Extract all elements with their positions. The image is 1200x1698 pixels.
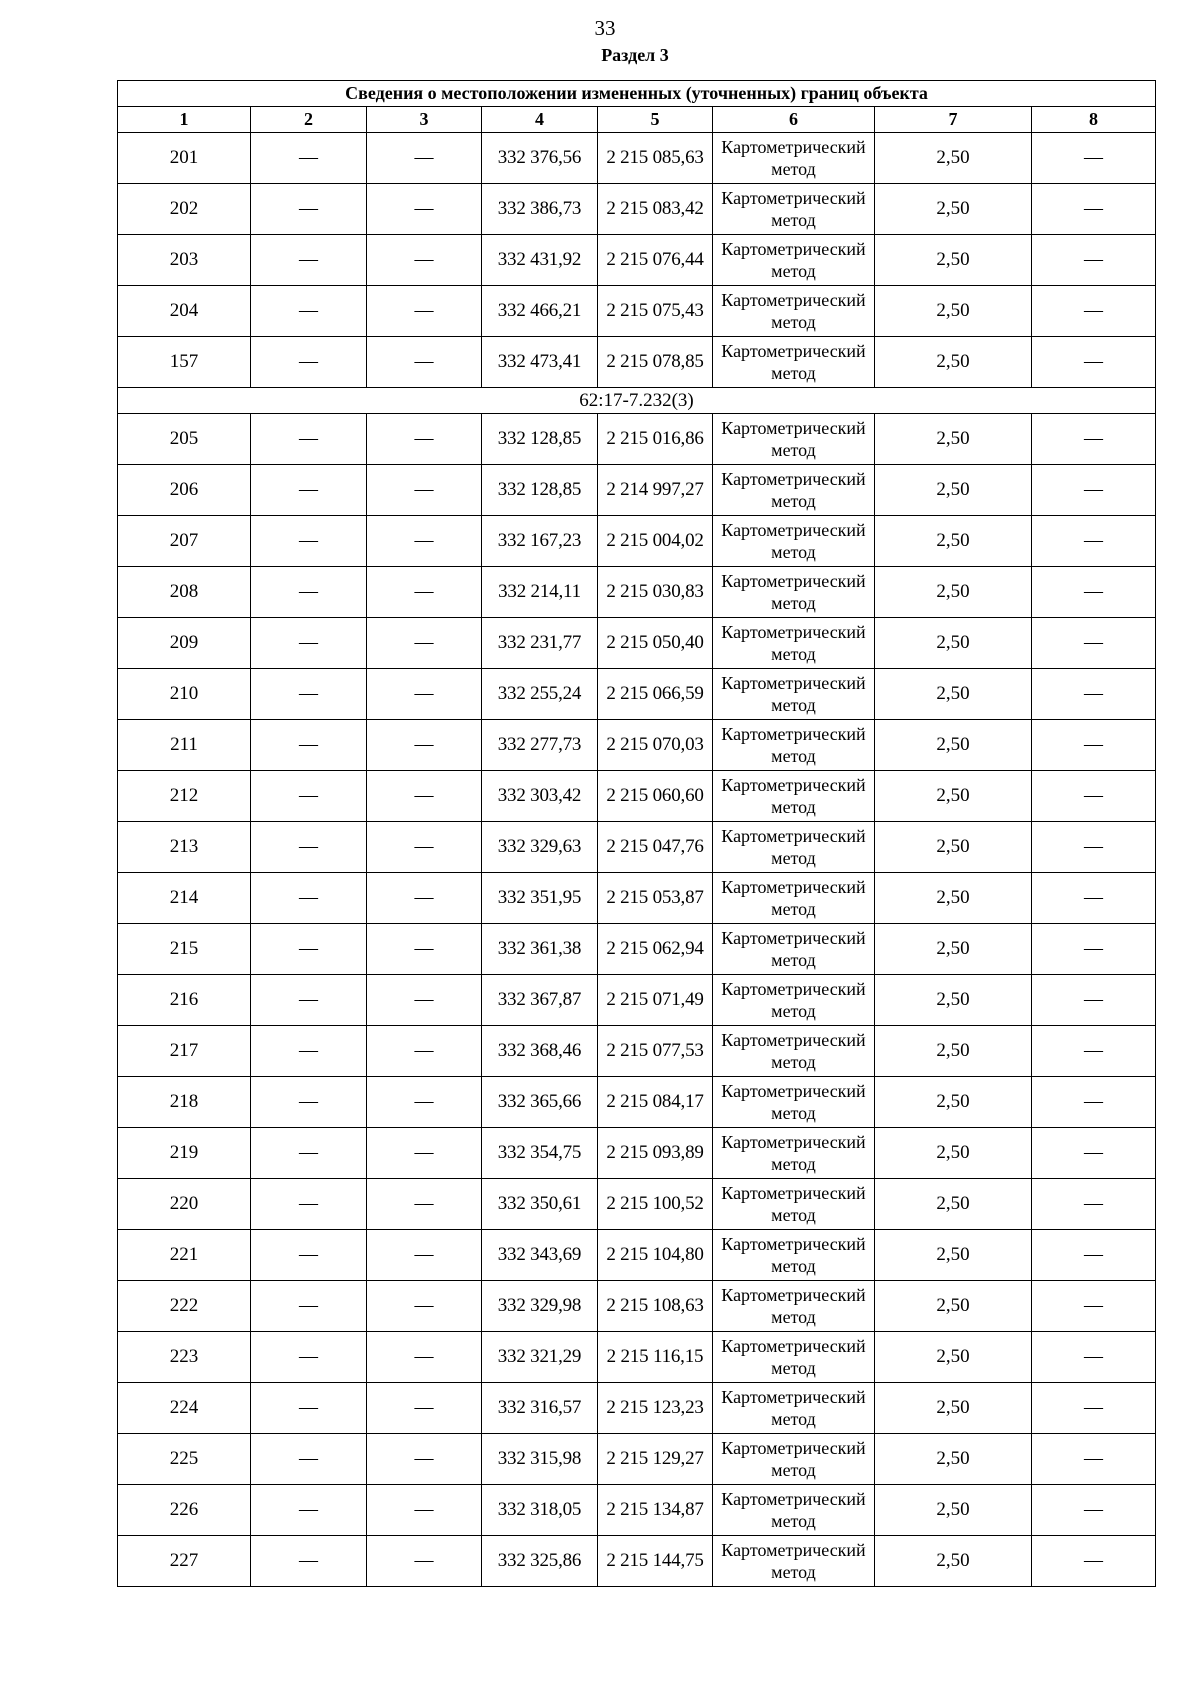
col3-cell: — <box>367 1230 482 1281</box>
method-cell: Картометрический метод <box>713 516 875 567</box>
method-cell: Картометрический метод <box>713 1077 875 1128</box>
col3-cell: — <box>367 669 482 720</box>
col2-cell: — <box>251 184 367 235</box>
x-coordinate-cell: 332 365,66 <box>482 1077 598 1128</box>
col8-cell: — <box>1032 618 1156 669</box>
table-row <box>118 133 1156 184</box>
col3-cell: — <box>367 1281 482 1332</box>
table-title-row <box>118 81 1156 107</box>
y-coordinate-cell: 2 215 030,83 <box>598 567 713 618</box>
column-number: 2 <box>251 107 367 133</box>
col2-cell: — <box>251 567 367 618</box>
col2-cell: — <box>251 1077 367 1128</box>
col2-cell: — <box>251 1383 367 1434</box>
col3-cell: — <box>367 133 482 184</box>
point-number-cell: 208 <box>118 567 251 618</box>
table-row <box>118 1077 1156 1128</box>
x-coordinate-cell: 332 329,98 <box>482 1281 598 1332</box>
col8-cell: — <box>1032 337 1156 388</box>
method-cell: Картометрический метод <box>713 1536 875 1587</box>
accuracy-cell: 2,50 <box>875 133 1032 184</box>
y-coordinate-cell: 2 215 004,02 <box>598 516 713 567</box>
col3-cell: — <box>367 1179 482 1230</box>
col2-cell: — <box>251 771 367 822</box>
method-cell: Картометрический метод <box>713 975 875 1026</box>
x-coordinate-cell: 332 351,95 <box>482 873 598 924</box>
method-cell: Картометрический метод <box>713 1485 875 1536</box>
column-number: 1 <box>118 107 251 133</box>
table-row <box>118 1485 1156 1536</box>
y-coordinate-cell: 2 215 050,40 <box>598 618 713 669</box>
col2-cell: — <box>251 1434 367 1485</box>
col2-cell: — <box>251 924 367 975</box>
point-number-cell: 202 <box>118 184 251 235</box>
col8-cell: — <box>1032 1077 1156 1128</box>
col3-cell: — <box>367 516 482 567</box>
col3-cell: — <box>367 720 482 771</box>
table-body <box>118 133 1156 1587</box>
method-cell: Картометрический метод <box>713 1179 875 1230</box>
col8-cell: — <box>1032 822 1156 873</box>
col8-cell: — <box>1032 771 1156 822</box>
col2-cell: — <box>251 1026 367 1077</box>
col2-cell: — <box>251 414 367 465</box>
table-title: Сведения о местоположении измененных (уточненных) границ объекта <box>118 81 1156 107</box>
table-row <box>118 1128 1156 1179</box>
boundary-coordinates-table <box>117 80 1156 1587</box>
col8-cell: — <box>1032 1536 1156 1587</box>
x-coordinate-cell: 332 128,85 <box>482 414 598 465</box>
accuracy-cell: 2,50 <box>875 822 1032 873</box>
point-number-cell: 206 <box>118 465 251 516</box>
col2-cell: — <box>251 873 367 924</box>
y-coordinate-cell: 2 215 070,03 <box>598 720 713 771</box>
col8-cell: — <box>1032 1434 1156 1485</box>
y-coordinate-cell: 2 215 084,17 <box>598 1077 713 1128</box>
point-number-cell: 212 <box>118 771 251 822</box>
col8-cell: — <box>1032 516 1156 567</box>
y-coordinate-cell: 2 215 104,80 <box>598 1230 713 1281</box>
col8-cell: — <box>1032 720 1156 771</box>
col3-cell: — <box>367 567 482 618</box>
point-number-cell: 222 <box>118 1281 251 1332</box>
accuracy-cell: 2,50 <box>875 1026 1032 1077</box>
table-row <box>118 1281 1156 1332</box>
col3-cell: — <box>367 822 482 873</box>
x-coordinate-cell: 332 255,24 <box>482 669 598 720</box>
y-coordinate-cell: 2 215 116,15 <box>598 1332 713 1383</box>
point-number-cell: 224 <box>118 1383 251 1434</box>
table-row <box>118 975 1156 1026</box>
x-coordinate-cell: 332 350,61 <box>482 1179 598 1230</box>
col2-cell: — <box>251 1281 367 1332</box>
method-cell: Картометрический метод <box>713 133 875 184</box>
col8-cell: — <box>1032 924 1156 975</box>
method-cell: Картометрический метод <box>713 235 875 286</box>
accuracy-cell: 2,50 <box>875 1128 1032 1179</box>
accuracy-cell: 2,50 <box>875 516 1032 567</box>
col2-cell: — <box>251 465 367 516</box>
x-coordinate-cell: 332 325,86 <box>482 1536 598 1587</box>
point-number-cell: 209 <box>118 618 251 669</box>
method-cell: Картометрический метод <box>713 771 875 822</box>
method-cell: Картометрический метод <box>713 618 875 669</box>
accuracy-cell: 2,50 <box>875 1485 1032 1536</box>
y-coordinate-cell: 2 215 093,89 <box>598 1128 713 1179</box>
col3-cell: — <box>367 235 482 286</box>
table-row <box>118 618 1156 669</box>
x-coordinate-cell: 332 354,75 <box>482 1128 598 1179</box>
x-coordinate-cell: 332 128,85 <box>482 465 598 516</box>
y-coordinate-cell: 2 215 060,60 <box>598 771 713 822</box>
col3-cell: — <box>367 286 482 337</box>
col8-cell: — <box>1032 286 1156 337</box>
y-coordinate-cell: 2 215 066,59 <box>598 669 713 720</box>
accuracy-cell: 2,50 <box>875 567 1032 618</box>
col3-cell: — <box>367 414 482 465</box>
accuracy-cell: 2,50 <box>875 873 1032 924</box>
accuracy-cell: 2,50 <box>875 1332 1032 1383</box>
column-number: 4 <box>482 107 598 133</box>
col2-cell: — <box>251 1128 367 1179</box>
method-cell: Картометрический метод <box>713 414 875 465</box>
point-number-cell: 207 <box>118 516 251 567</box>
accuracy-cell: 2,50 <box>875 720 1032 771</box>
y-coordinate-cell: 2 215 053,87 <box>598 873 713 924</box>
method-cell: Картометрический метод <box>713 873 875 924</box>
table-row <box>118 771 1156 822</box>
x-coordinate-cell: 332 473,41 <box>482 337 598 388</box>
x-coordinate-cell: 332 316,57 <box>482 1383 598 1434</box>
accuracy-cell: 2,50 <box>875 286 1032 337</box>
col8-cell: — <box>1032 1230 1156 1281</box>
method-cell: Картометрический метод <box>713 286 875 337</box>
col2-cell: — <box>251 516 367 567</box>
method-cell: Картометрический метод <box>713 669 875 720</box>
y-coordinate-cell: 2 215 075,43 <box>598 286 713 337</box>
x-coordinate-cell: 332 318,05 <box>482 1485 598 1536</box>
table-row <box>118 286 1156 337</box>
col8-cell: — <box>1032 567 1156 618</box>
method-cell: Картометрический метод <box>713 1434 875 1485</box>
col8-cell: — <box>1032 414 1156 465</box>
x-coordinate-cell: 332 315,98 <box>482 1434 598 1485</box>
accuracy-cell: 2,50 <box>875 1383 1032 1434</box>
col3-cell: — <box>367 618 482 669</box>
y-coordinate-cell: 2 215 085,63 <box>598 133 713 184</box>
x-coordinate-cell: 332 167,23 <box>482 516 598 567</box>
point-number-cell: 225 <box>118 1434 251 1485</box>
col2-cell: — <box>251 975 367 1026</box>
y-coordinate-cell: 2 215 078,85 <box>598 337 713 388</box>
table-row <box>118 1536 1156 1587</box>
y-coordinate-cell: 2 215 076,44 <box>598 235 713 286</box>
method-cell: Картометрический метод <box>713 567 875 618</box>
y-coordinate-cell: 2 215 077,53 <box>598 1026 713 1077</box>
method-cell: Картометрический метод <box>713 1026 875 1077</box>
method-cell: Картометрический метод <box>713 1332 875 1383</box>
accuracy-cell: 2,50 <box>875 184 1032 235</box>
y-coordinate-cell: 2 215 129,27 <box>598 1434 713 1485</box>
col2-cell: — <box>251 720 367 771</box>
accuracy-cell: 2,50 <box>875 465 1032 516</box>
table-row <box>118 1332 1156 1383</box>
y-coordinate-cell: 2 215 108,63 <box>598 1281 713 1332</box>
y-coordinate-cell: 2 215 083,42 <box>598 184 713 235</box>
method-cell: Картометрический метод <box>713 1128 875 1179</box>
point-number-cell: 219 <box>118 1128 251 1179</box>
method-cell: Картометрический метод <box>713 924 875 975</box>
y-coordinate-cell: 2 215 047,76 <box>598 822 713 873</box>
y-coordinate-cell: 2 215 134,87 <box>598 1485 713 1536</box>
accuracy-cell: 2,50 <box>875 1179 1032 1230</box>
col3-cell: — <box>367 1434 482 1485</box>
y-coordinate-cell: 2 215 144,75 <box>598 1536 713 1587</box>
col3-cell: — <box>367 1536 482 1587</box>
table-row <box>118 465 1156 516</box>
col8-cell: — <box>1032 873 1156 924</box>
col3-cell: — <box>367 1485 482 1536</box>
table-row <box>118 720 1156 771</box>
table-row <box>118 873 1156 924</box>
col3-cell: — <box>367 975 482 1026</box>
table-row <box>118 567 1156 618</box>
y-coordinate-cell: 2 215 123,23 <box>598 1383 713 1434</box>
col3-cell: — <box>367 1026 482 1077</box>
col3-cell: — <box>367 465 482 516</box>
table-row <box>118 1179 1156 1230</box>
col2-cell: — <box>251 1536 367 1587</box>
col3-cell: — <box>367 184 482 235</box>
col2-cell: — <box>251 1230 367 1281</box>
column-number: 7 <box>875 107 1032 133</box>
table-row <box>118 1230 1156 1281</box>
accuracy-cell: 2,50 <box>875 337 1032 388</box>
col8-cell: — <box>1032 184 1156 235</box>
method-cell: Картометрический метод <box>713 1230 875 1281</box>
accuracy-cell: 2,50 <box>875 975 1032 1026</box>
method-cell: Картометрический метод <box>713 337 875 388</box>
accuracy-cell: 2,50 <box>875 1281 1032 1332</box>
x-coordinate-cell: 332 321,29 <box>482 1332 598 1383</box>
point-number-cell: 220 <box>118 1179 251 1230</box>
table-row <box>118 822 1156 873</box>
point-number-cell: 213 <box>118 822 251 873</box>
col3-cell: — <box>367 337 482 388</box>
accuracy-cell: 2,50 <box>875 618 1032 669</box>
point-number-cell: 211 <box>118 720 251 771</box>
accuracy-cell: 2,50 <box>875 924 1032 975</box>
y-coordinate-cell: 2 214 997,27 <box>598 465 713 516</box>
method-cell: Картометрический метод <box>713 1281 875 1332</box>
point-number-cell: 227 <box>118 1536 251 1587</box>
column-number: 8 <box>1032 107 1156 133</box>
accuracy-cell: 2,50 <box>875 414 1032 465</box>
accuracy-cell: 2,50 <box>875 1077 1032 1128</box>
accuracy-cell: 2,50 <box>875 669 1032 720</box>
table-row <box>118 337 1156 388</box>
col3-cell: — <box>367 1128 482 1179</box>
column-number: 5 <box>598 107 713 133</box>
y-coordinate-cell: 2 215 062,94 <box>598 924 713 975</box>
x-coordinate-cell: 332 231,77 <box>482 618 598 669</box>
accuracy-cell: 2,50 <box>875 1230 1032 1281</box>
col2-cell: — <box>251 1485 367 1536</box>
col2-cell: — <box>251 1179 367 1230</box>
accuracy-cell: 2,50 <box>875 235 1032 286</box>
x-coordinate-cell: 332 376,56 <box>482 133 598 184</box>
x-coordinate-cell: 332 367,87 <box>482 975 598 1026</box>
method-cell: Картометрический метод <box>713 184 875 235</box>
point-number-cell: 214 <box>118 873 251 924</box>
table-row <box>118 669 1156 720</box>
col2-cell: — <box>251 286 367 337</box>
point-number-cell: 157 <box>118 337 251 388</box>
col8-cell: — <box>1032 1179 1156 1230</box>
page-number: 33 <box>594 16 616 40</box>
point-number-cell: 201 <box>118 133 251 184</box>
col3-cell: — <box>367 1077 482 1128</box>
col3-cell: — <box>367 1332 482 1383</box>
point-number-cell: 226 <box>118 1485 251 1536</box>
col3-cell: — <box>367 873 482 924</box>
col2-cell: — <box>251 618 367 669</box>
x-coordinate-cell: 332 368,46 <box>482 1026 598 1077</box>
x-coordinate-cell: 332 303,42 <box>482 771 598 822</box>
accuracy-cell: 2,50 <box>875 1536 1032 1587</box>
point-number-cell: 210 <box>118 669 251 720</box>
column-number: 6 <box>713 107 875 133</box>
col8-cell: — <box>1032 975 1156 1026</box>
table-row <box>118 1434 1156 1485</box>
col2-cell: — <box>251 337 367 388</box>
col8-cell: — <box>1032 1383 1156 1434</box>
table-row <box>118 516 1156 567</box>
point-number-cell: 223 <box>118 1332 251 1383</box>
col2-cell: — <box>251 235 367 286</box>
y-coordinate-cell: 2 215 071,49 <box>598 975 713 1026</box>
col8-cell: — <box>1032 1281 1156 1332</box>
method-cell: Картометрический метод <box>713 822 875 873</box>
point-number-cell: 215 <box>118 924 251 975</box>
method-cell: Картометрический метод <box>713 1383 875 1434</box>
x-coordinate-cell: 332 386,73 <box>482 184 598 235</box>
point-number-cell: 205 <box>118 414 251 465</box>
table-row <box>118 235 1156 286</box>
cadastral-group-label: 62:17-7.232(3) <box>118 388 1156 414</box>
accuracy-cell: 2,50 <box>875 771 1032 822</box>
col2-cell: — <box>251 669 367 720</box>
col2-cell: — <box>251 1332 367 1383</box>
point-number-cell: 203 <box>118 235 251 286</box>
col8-cell: — <box>1032 1128 1156 1179</box>
point-number-cell: 217 <box>118 1026 251 1077</box>
col2-cell: — <box>251 133 367 184</box>
col3-cell: — <box>367 1383 482 1434</box>
col8-cell: — <box>1032 669 1156 720</box>
col3-cell: — <box>367 771 482 822</box>
point-number-cell: 216 <box>118 975 251 1026</box>
method-cell: Картометрический метод <box>713 720 875 771</box>
column-number: 3 <box>367 107 482 133</box>
col8-cell: — <box>1032 133 1156 184</box>
method-cell: Картометрический метод <box>713 465 875 516</box>
col8-cell: — <box>1032 1026 1156 1077</box>
table-row <box>118 414 1156 465</box>
y-coordinate-cell: 2 215 100,52 <box>598 1179 713 1230</box>
column-number-row <box>118 107 1156 133</box>
col8-cell: — <box>1032 1485 1156 1536</box>
x-coordinate-cell: 332 466,21 <box>482 286 598 337</box>
accuracy-cell: 2,50 <box>875 1434 1032 1485</box>
point-number-cell: 221 <box>118 1230 251 1281</box>
point-number-cell: 218 <box>118 1077 251 1128</box>
table-row <box>118 924 1156 975</box>
x-coordinate-cell: 332 343,69 <box>482 1230 598 1281</box>
point-number-cell: 204 <box>118 286 251 337</box>
table-row <box>118 1383 1156 1434</box>
table-row <box>118 1026 1156 1077</box>
col2-cell: — <box>251 822 367 873</box>
x-coordinate-cell: 332 214,11 <box>482 567 598 618</box>
col3-cell: — <box>367 924 482 975</box>
x-coordinate-cell: 332 361,38 <box>482 924 598 975</box>
y-coordinate-cell: 2 215 016,86 <box>598 414 713 465</box>
x-coordinate-cell: 332 431,92 <box>482 235 598 286</box>
col8-cell: — <box>1032 465 1156 516</box>
group-header-row <box>118 388 1156 414</box>
table-row <box>118 184 1156 235</box>
x-coordinate-cell: 332 277,73 <box>482 720 598 771</box>
col8-cell: — <box>1032 235 1156 286</box>
col8-cell: — <box>1032 1332 1156 1383</box>
section-title: Раздел 3 <box>601 45 669 65</box>
x-coordinate-cell: 332 329,63 <box>482 822 598 873</box>
